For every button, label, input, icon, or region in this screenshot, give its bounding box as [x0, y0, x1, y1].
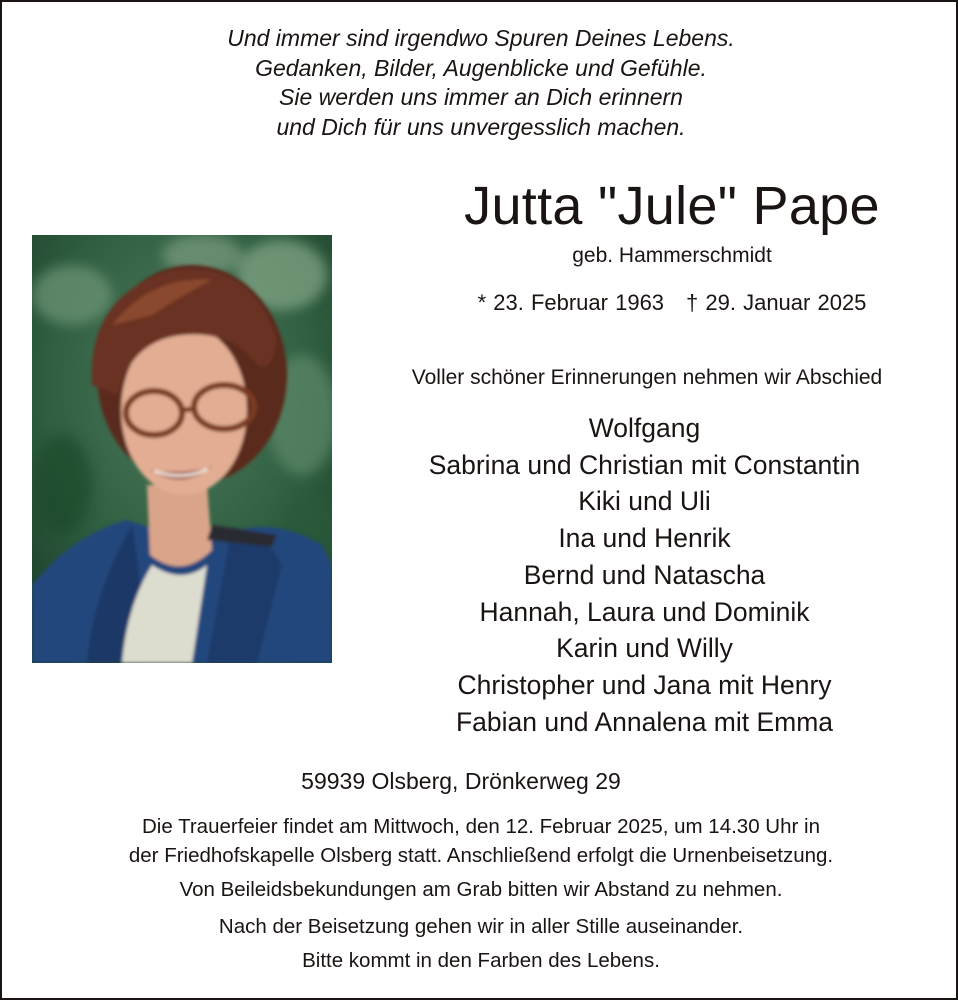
after-burial-note: Nach der Beisetzung gehen wir in aller Stille auseinander. [218, 915, 744, 938]
mourner-entry: Bernd und Natascha [523, 559, 766, 590]
service-info [2, 812, 958, 983]
death-date: † 29. Januar 2025 [686, 290, 867, 315]
dress-code-note: Bitte kommt in den Farben des Lebens. [302, 949, 660, 972]
mourner-entry: Kiki und Uli [578, 486, 711, 517]
poem-line: Gedanken, Bilder, Augenblicke und Gefühle. [255, 54, 707, 81]
memorial-poem [2, 24, 958, 142]
mourner-entry: Sabrina und Christian mit Constantin [428, 449, 861, 480]
birth-date: * 23. Februar 1963 [477, 290, 665, 315]
mourner-entry: Christopher und Jana mit Henry [457, 669, 832, 700]
ceremony-line-2: der Friedhofskapelle Olsberg statt. Anschließend erfolgt die Urnenbeisetzung. [128, 844, 834, 867]
mourner-entry: Wolfgang [588, 413, 701, 443]
deceased-name: Jutta "Jule" Pape [464, 176, 880, 236]
maiden-name: geb. Hammerschmidt [572, 244, 772, 267]
portrait-photo [32, 235, 332, 663]
mourner-entry: Fabian und Annalena mit Emma [455, 706, 834, 737]
poem-line: Sie werden uns immer an Dich erinnern [279, 84, 683, 110]
mourner-entry: Hannah, Laura und Dominik [479, 596, 810, 627]
life-dates [387, 288, 957, 318]
mourner-entry: Ina und Henrik [558, 523, 731, 554]
condolences-note: Von Beileidsbekundungen am Grab bitten wir Abstand zu nehmen. [179, 878, 783, 901]
family-address: 59939 Olsberg, Drönkerweg 29 [301, 768, 621, 794]
poem-line: und Dich für uns unvergesslich machen. [276, 113, 686, 140]
ceremony-line-1: Die Trauerfeier findet am Mittwoch, den 12. Februar 2025, um 14.30 Uhr in [142, 815, 820, 838]
mourner-entry: Karin und Willy [556, 633, 733, 664]
farewell-line: Voller schöner Erinnerungen nehmen wir Abschied [411, 366, 883, 389]
poem-line: Und immer sind irgendwo Spuren Deines Lebens. [227, 25, 735, 51]
mourners-list [357, 410, 932, 740]
